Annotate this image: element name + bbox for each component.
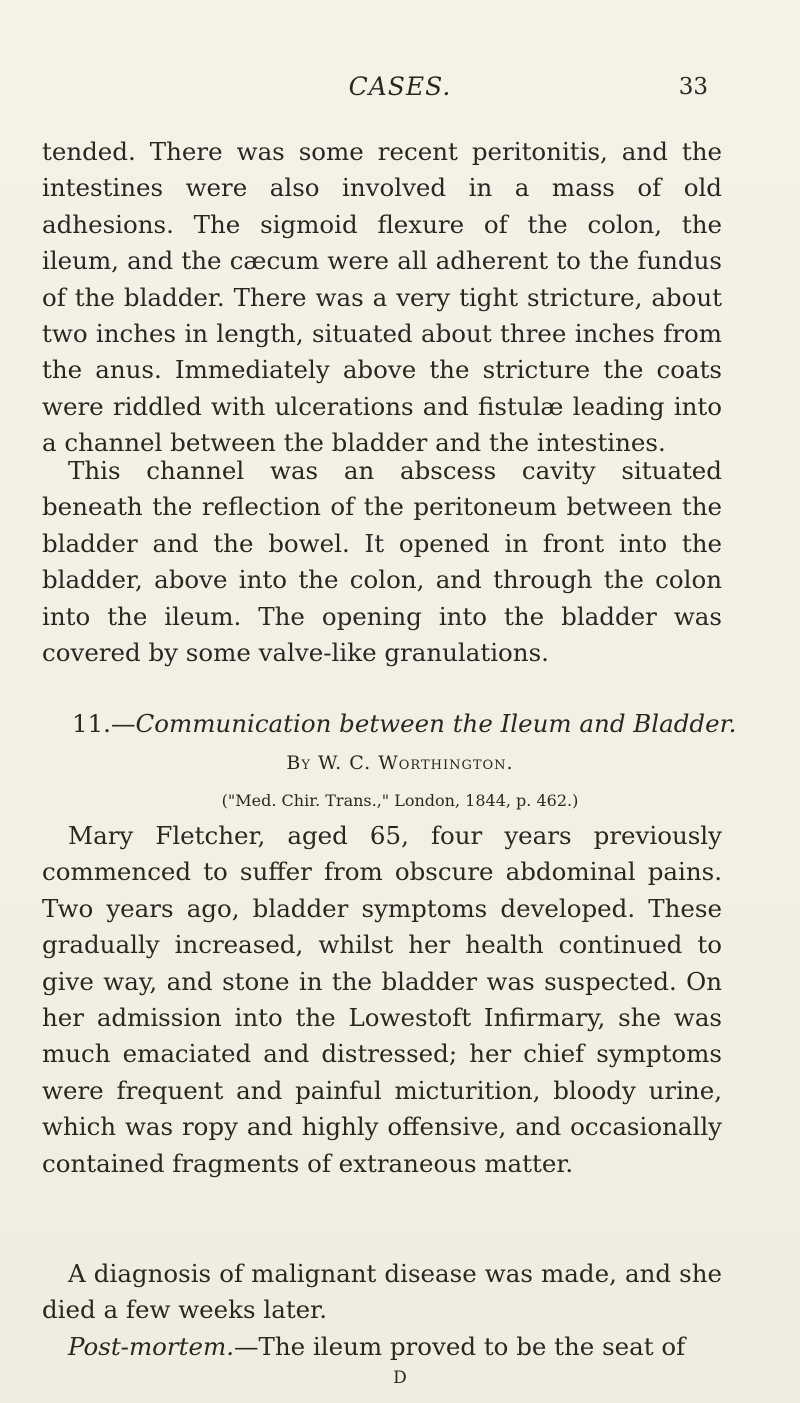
page-number: 33 [678,74,708,100]
paragraph-text: A diagnosis of malignant disease was made, and she died a few weeks later. [42,1259,722,1325]
paragraph-post-mortem [42,1329,722,1365]
section-heading [72,706,752,742]
section-author: By W. C. Worthington. [286,752,514,774]
paragraph-diagnosis [42,1256,722,1329]
paragraph-text: Mary Fletcher, aged 65, four years previously commenced to suffer from obscure abdominal pains. Two years ago, bladder symptoms developed. These gradually increased, whilst her health continued to give way, and stone in the bladder was suspected. On her admission into the Lowestoft Infirmary, she was much emaciated and distressed; her chief symptoms were frequent and painful micturition, bloody urine, which was ropy and highly offensive, and occasionally contained fragments of extraneous matter. [42,821,722,1178]
paragraph-text: tended. There was some recent peritonitis, and the intestines were also involved in a mass of old adhesions. The sigmoid flexure of the colon, the ileum, and the cæcum were all adherent to the fundus of the bladder. There was a very tight stricture, about two inches in length, situated about three inches from the anus. Immediately above the stricture the coats were riddled with ulcerations and fistulæ leading into a channel between the bladder and the intestines. [42,137,722,458]
paragraph-case-history [42,818,722,1182]
post-mortem-text: —The ileum proved to be the seat of [234,1332,686,1361]
section-citation: ("Med. Chir. Trans.," London, 1844, p. 462.) [221,791,579,810]
paragraph-continued [42,134,722,462]
paragraph-abscess [42,453,722,671]
section-title: —Communication between the Ileum and Bladder. [110,709,737,738]
running-title: CASES. [348,72,452,101]
section-number: 11. [72,709,111,738]
post-mortem-label: Post-mortem. [68,1332,234,1361]
paragraph-text [42,1329,722,1365]
signature-mark: D [393,1368,407,1388]
paragraph-text: This channel was an abscess cavity situated beneath the reflection of the peritoneum between the bladder and the bowel. It opened in front into the bladder, above into the colon, and through the colon into the ileum. The opening into the bladder was covered by some valve-like granulations. [42,456,722,668]
